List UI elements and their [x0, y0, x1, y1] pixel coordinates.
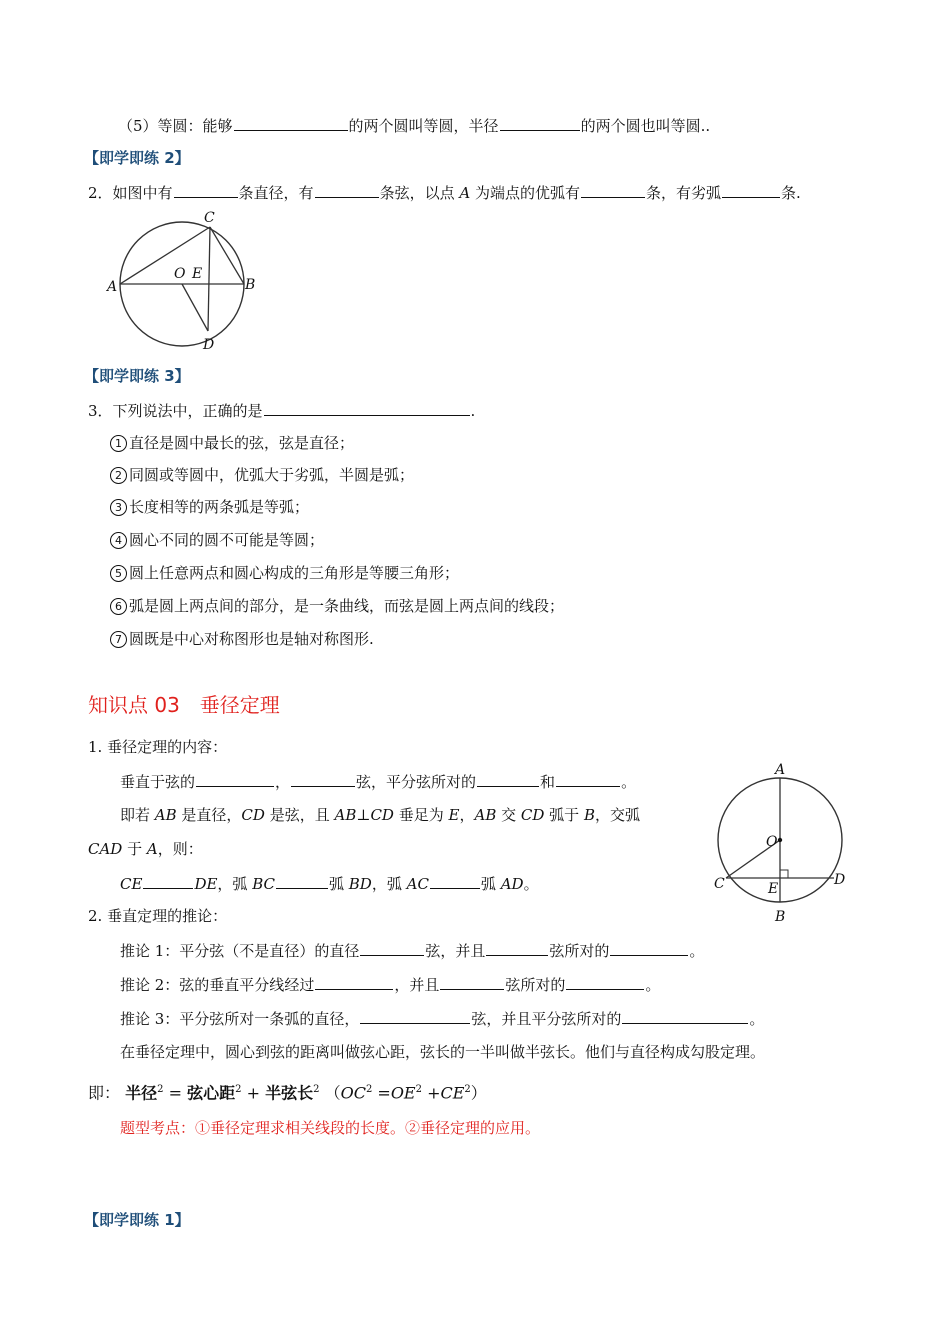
option-2: 2 同圆或等圆中，优弧大于劣弧，半圆是弧； — [110, 465, 414, 485]
label-E: E — [768, 881, 779, 897]
blank[interactable] — [556, 771, 620, 787]
blank[interactable] — [360, 1008, 470, 1024]
knowledge-point-title: 知识点 03 垂径定理 — [88, 693, 280, 717]
blank[interactable] — [234, 115, 348, 131]
label-D: D — [834, 872, 846, 888]
section-2-title: 2. 垂直定理的推论： — [88, 907, 228, 925]
label-C: C — [204, 210, 215, 226]
blank[interactable] — [430, 873, 480, 889]
question-3: 3．下列说法中，正确的是 . — [88, 402, 476, 420]
option-5: 5 圆上任意两点和圆心构成的三角形是等腰三角形； — [110, 563, 459, 583]
blank[interactable] — [486, 940, 548, 956]
theorem-conclusion: CE DE，弧 BC 弧 BD，弧 AC 弧 AD。 — [120, 875, 539, 893]
blank[interactable] — [196, 771, 274, 787]
theorem-explanation: 在垂径定理中，圆心到弦的距离叫做弦心距，弦长的一半叫做半弦长。他们与直径构成勾股定理。 — [120, 1043, 766, 1061]
practice-heading-2: 【即学即练 2】 — [84, 149, 190, 167]
practice-heading-3: 【即学即练 3】 — [84, 367, 190, 385]
corollary-2: 推论 2：弦的垂直平分线经过 ，并且 弦所对的 。 — [120, 976, 661, 994]
label-O: O — [174, 266, 186, 282]
blank[interactable] — [440, 974, 504, 990]
label-E: E — [192, 266, 203, 282]
label-B: B — [775, 909, 786, 925]
blank[interactable] — [500, 115, 580, 131]
blank[interactable] — [581, 182, 645, 198]
section-1-title: 1. 垂径定理的内容： — [88, 738, 228, 756]
label-C: C — [714, 876, 725, 892]
theorem-content: 垂直于弦的 ， 弦，平分弦所对的 和 。 — [120, 773, 637, 791]
label-A: A — [107, 279, 118, 295]
corollary-1: 推论 1：平分弦（不是直径）的直径 弦，并且 弦所对的 。 — [120, 942, 705, 960]
pythagoras-formula: 即： 半径$^2$ = 弦心距$^2$ + 半弦长$^2$ $(OC^2 =OE^2 +CE^2)$ — [88, 1083, 487, 1103]
blank[interactable] — [315, 974, 393, 990]
blank[interactable] — [174, 182, 238, 198]
label-A: A — [775, 762, 786, 778]
blank[interactable] — [566, 974, 644, 990]
blank[interactable] — [610, 940, 688, 956]
corollary-3: 推论 3：平分弦所对一条弧的直径， 弦，并且平分弦所对的 。 — [120, 1010, 765, 1028]
blank[interactable] — [276, 873, 328, 889]
circle-figure-1 — [100, 205, 260, 355]
question-2: 2．如图中有 条直径，有 条弦，以点 A 为端点的优弧有 条，有劣弧 条. — [88, 184, 801, 202]
label-O: O — [766, 834, 778, 850]
blank[interactable] — [143, 873, 193, 889]
practice-heading-1: 【即学即练 1】 — [84, 1211, 190, 1229]
option-3: 3 长度相等的两条弧是等弧； — [110, 497, 309, 517]
blank[interactable] — [622, 1008, 748, 1024]
blank[interactable] — [291, 771, 355, 787]
blank[interactable] — [264, 400, 470, 416]
option-4: 4 圆心不同的圆不可能是等圆； — [110, 530, 324, 550]
blank[interactable] — [315, 182, 379, 198]
circle-figure-2 — [708, 758, 858, 928]
option-6: 6 弧是圆上两点间的部分，是一条曲线，而弦是圆上两点间的线段； — [110, 596, 564, 616]
blank[interactable] — [477, 771, 539, 787]
theorem-condition-cont: CAD 于 A，则： — [88, 840, 203, 858]
theorem-condition: 即若 AB 是直径，CD 是弦，且 AB⊥CD 垂足为 E，AB 交 CD 弧于 B，交弧 — [120, 806, 640, 824]
blank[interactable] — [360, 940, 424, 956]
label-B: B — [245, 277, 256, 293]
option-1: 1 直径是圆中最长的弦，弦是直径； — [110, 433, 354, 453]
exam-points: 题型考点：①垂径定理求相关线段的长度。②垂径定理的应用。 — [120, 1119, 541, 1137]
label-D: D — [203, 337, 215, 353]
blank[interactable] — [722, 182, 780, 198]
item-5-equal-circles: （5）等圆：能够 的两个圆叫等圆，半径 的两个圆也叫等圆.. — [118, 117, 711, 135]
option-7: 7 圆既是中心对称图形也是轴对称图形. — [110, 629, 374, 649]
